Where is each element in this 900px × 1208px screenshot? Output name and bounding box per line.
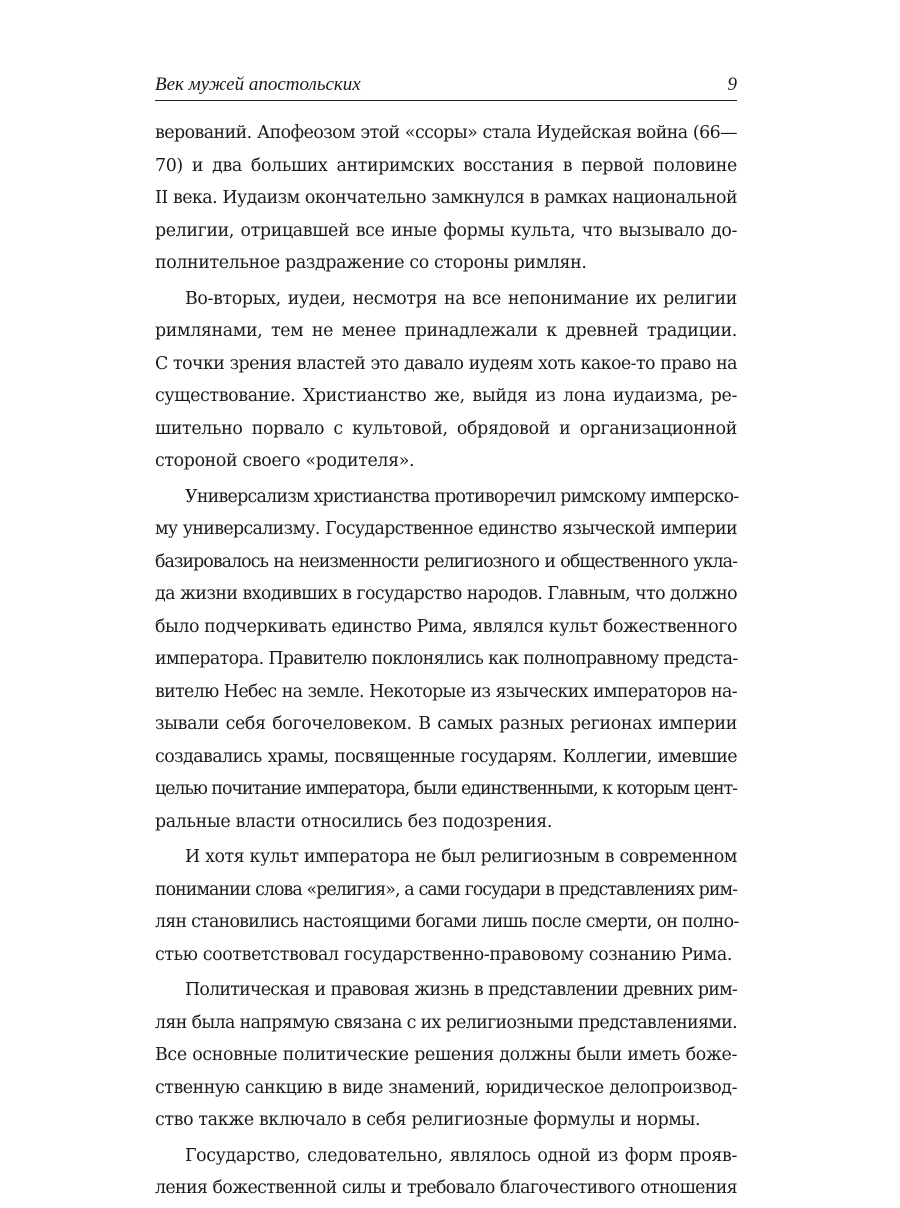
text-line: базировалось на неизменности религиозного и общественного укла- [155,551,737,572]
text-line: ство также включало в себя религиозные формулы и нормы. [155,1110,701,1130]
text-line: религии, отрицавшей все иные формы культа, что вызывало до- [155,220,737,241]
text-line: понимании слова «религия», а сами государи в представлениях рим- [155,879,737,900]
running-head-title: Век мужей апостольских [155,74,361,95]
body-text [155,117,737,1208]
text-line: шительно порвало с культовой, обрядовой и организационной [155,418,737,439]
text-line: вителю Небес на земле. Некоторые из языческих императоров на- [155,681,737,702]
text-line: полнительное раздражение со стороны римлян. [155,253,587,273]
text-line: существование. Христианство же, выйдя из лона иудаизма, ре- [155,386,737,406]
text-line: Все основные политические решения должны были иметь боже- [155,1045,737,1065]
text-line: му универсализму. Государственное единство языческой империи [155,519,737,539]
running-head [155,72,737,101]
text-line: целью почитание императора, были единственными, к которым цент- [155,779,737,799]
text-line: стороной своего «родителя». [155,451,415,471]
paragraph [155,974,737,1137]
page-number: 9 [727,74,737,95]
text-line: ления божественной силы и требовало благочестивого отношения [155,1178,737,1198]
text-line: Универсализм христианства противоречил римскому имперско- [185,486,739,507]
text-line: 70) и два больших антиримских восстания в первой половине [155,155,737,176]
text-line: И хотя культ императора не был религиозным в современном [185,847,737,867]
paragraph [155,481,737,839]
text-line: верований. Апофеозом этой «ссоры» стала Иудейская война (66— [155,123,737,143]
paragraph [155,283,737,478]
text-line: Государство, следовательно, являлось одной из форм прояв- [185,1145,737,1166]
text-line: римлянами, тем не менее принадлежали к древней традиции. [155,321,737,341]
text-line: императора. Правителю поклонялись как полноправному предста- [155,649,738,669]
text-line: создавались храмы, посвященные государям. Коллегии, имевшие [155,746,737,767]
paragraph [155,117,737,280]
text-line: стью соответствовал государственно-правовому сознанию Рима. [155,944,733,965]
text-line: Во-вторых, иудеи, несмотря на все непонимание их религии [185,288,737,309]
text-line: зывали себя богочеловеком. В самых разных регионах империи [155,714,737,734]
text-line: да жизни входивших в государство народов. Главным, что должно [155,584,738,604]
text-line: Политическая и правовая жизнь в представлении древних рим- [185,980,737,1000]
text-line: ственную санкцию в виде знамений, юридическое делопроизвод- [155,1077,737,1098]
text-line: II века. Иудаизм окончательно замкнулся в рамках национальной [155,188,737,208]
paragraph [155,1140,737,1205]
text-line: С точки зрения властей это давало иудеям хоть какое-то право на [155,353,737,374]
text-line: лян становились настоящими богами лишь после смерти, он полно- [155,912,739,932]
text-line: ральные власти относились без подозрения. [155,811,553,832]
text-line: было подчеркивать единство Рима, являлся культ божественного [155,616,737,637]
text-line: лян была напрямую связана с их религиозными представлениями. [155,1012,737,1033]
paragraph [155,841,737,971]
